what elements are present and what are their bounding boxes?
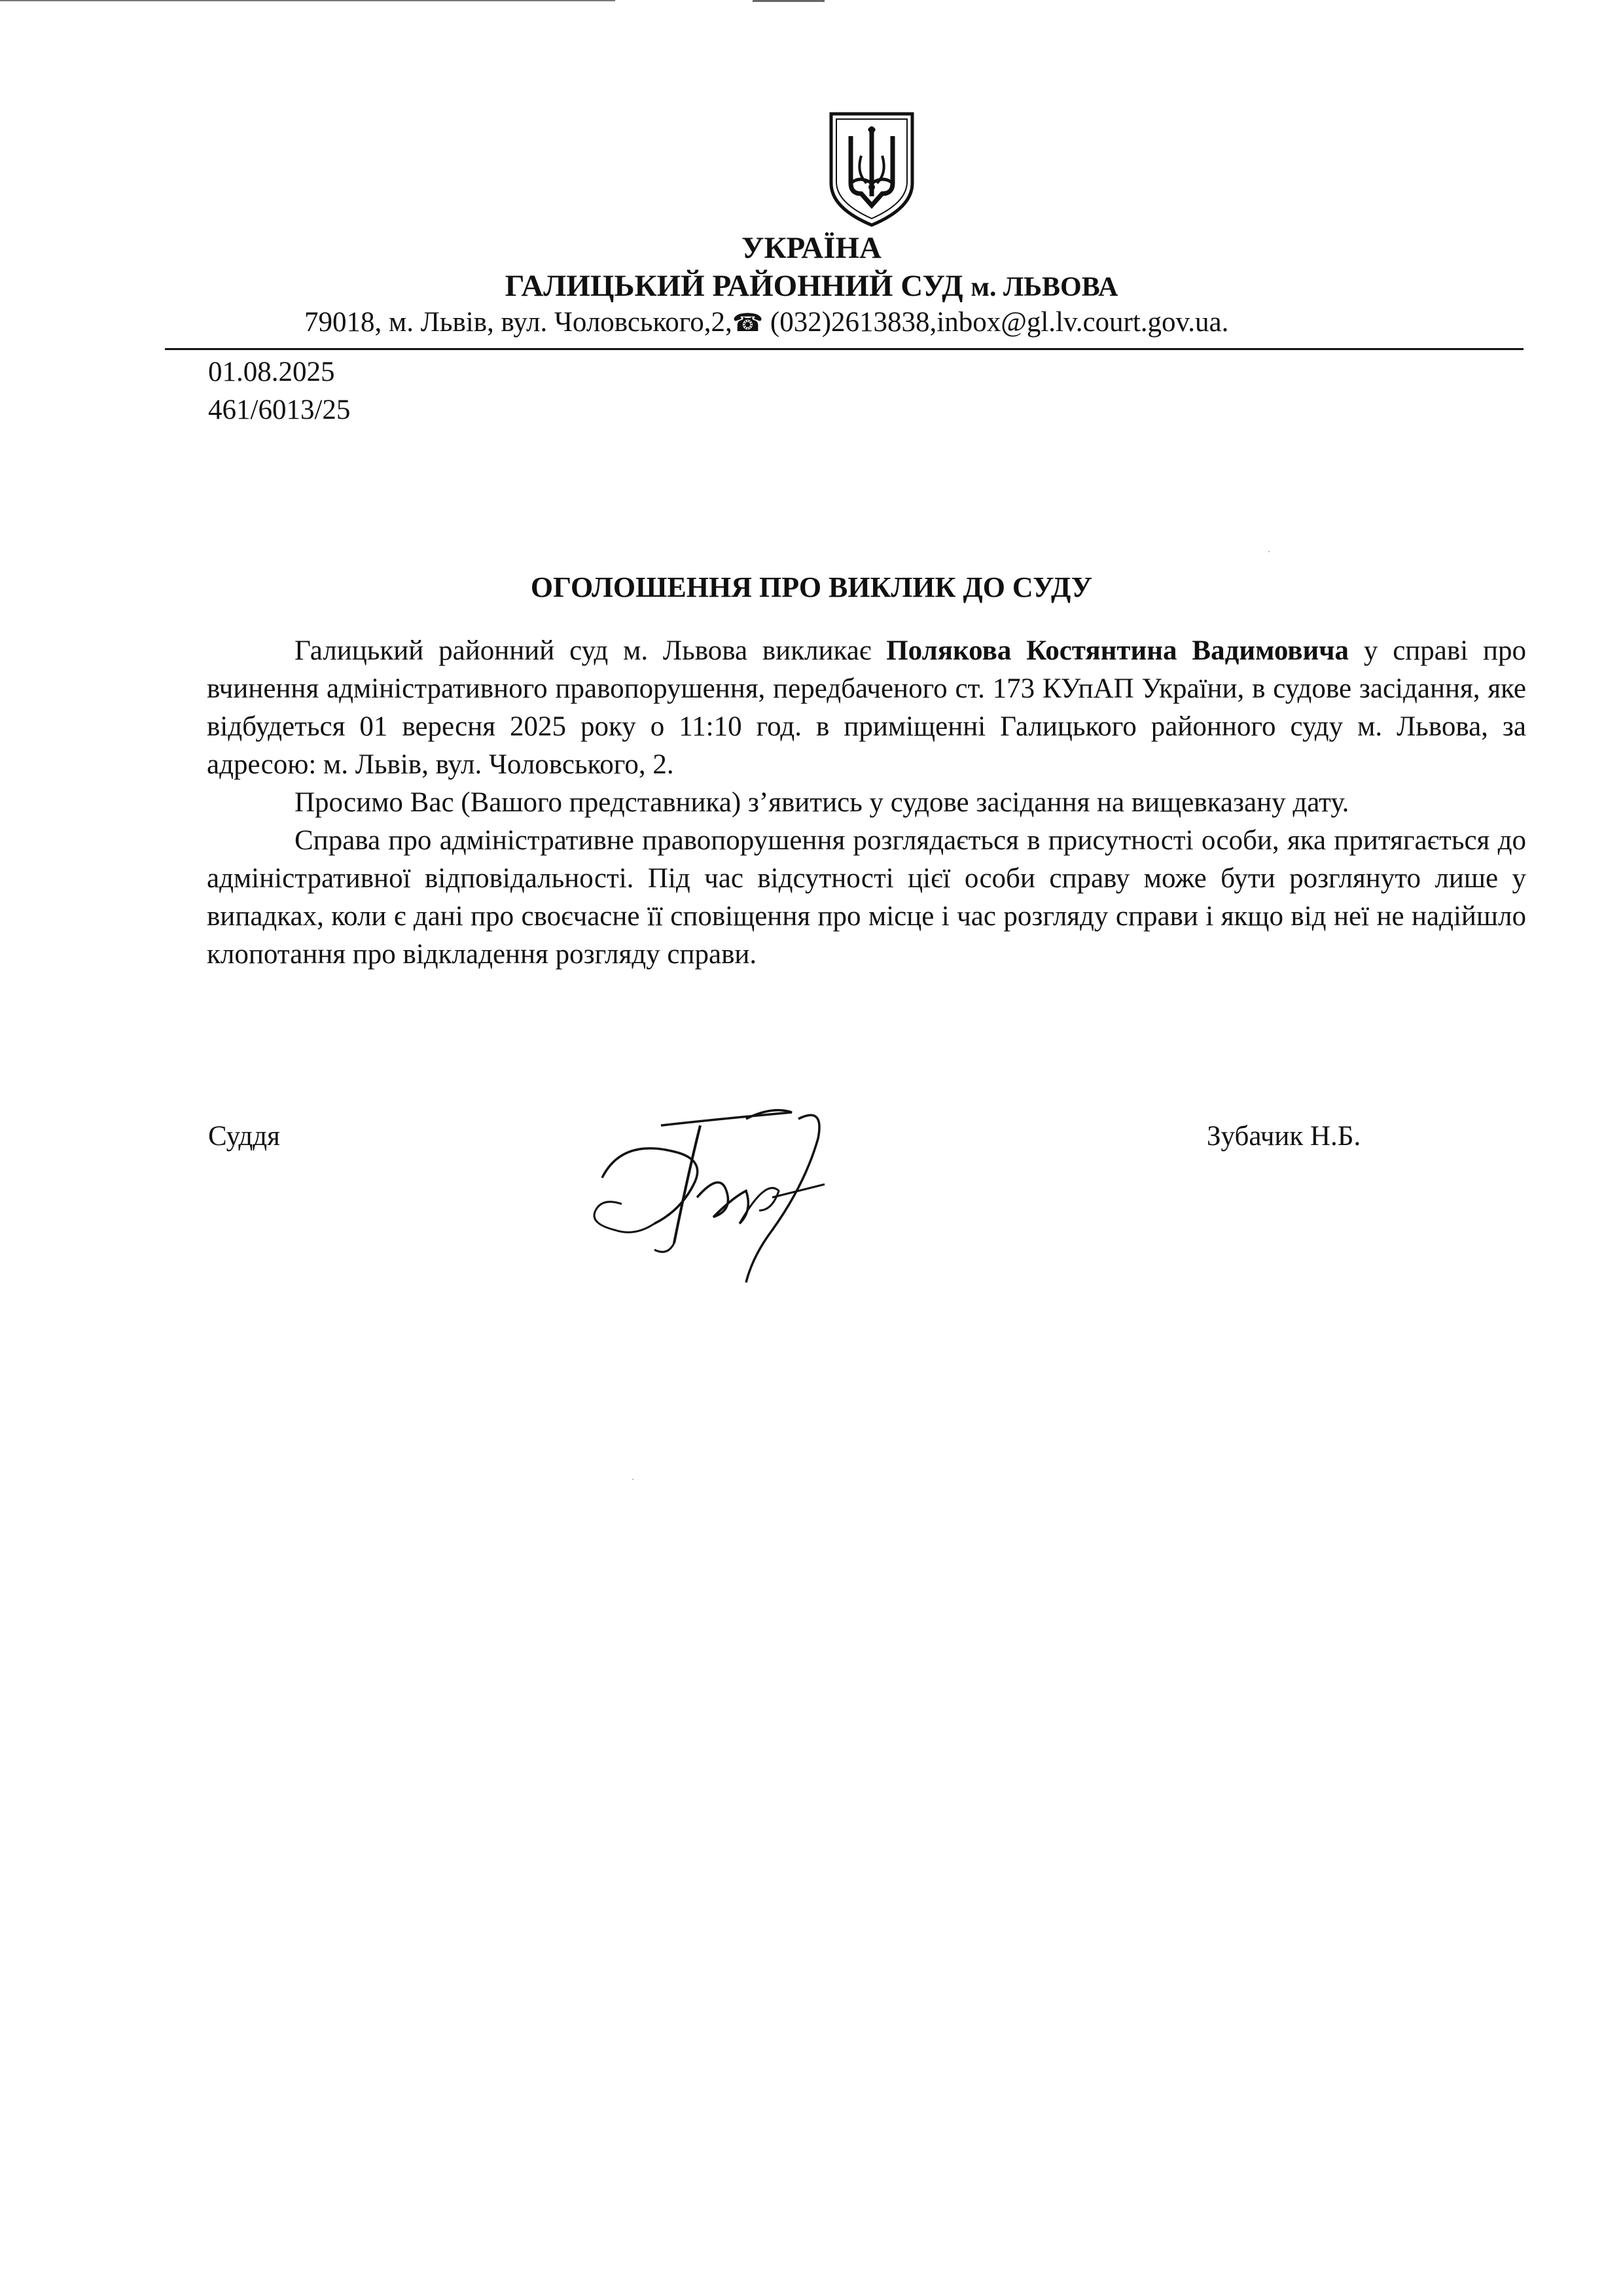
paragraph-request: Просимо Вас (Вашого представника) з’явитись у судове засідання на вищевказану дату. — [294, 787, 1349, 818]
court-city: м. ЛЬВОВА — [971, 272, 1118, 302]
document-date: 01.08.2025 — [208, 357, 335, 387]
scan-speck — [1268, 551, 1270, 552]
scan-edge-line — [0, 0, 615, 1]
summons-text-before: Галицький районний суд м. Львова викликає — [294, 635, 887, 666]
document-body — [207, 632, 1526, 974]
case-number: 461/6013/25 — [208, 395, 351, 425]
contacts-text: (032)2613838,inbox@gl.lv.court.gov.ua. — [763, 307, 1229, 338]
court-heading — [0, 268, 1623, 304]
handwritten-signature — [576, 1099, 870, 1296]
coat-of-arms-icon — [827, 110, 916, 229]
summons-text-after: у справі про вчинення адміністративного правопорушення, передбаченого ст. 173 КУпАП України, в судове засідання, яке відбудеться 01 вересня 2025 року о 11:10 год. в приміщенні Галицького районного суду м. Львова, за адресою: м. Львів, вул. Чоловського, 2. — [207, 635, 1526, 780]
address-text: 79018, м. Львів, вул. Чоловського,2, — [304, 307, 732, 338]
signer-name: Зубачик Н.Б. — [1207, 1121, 1361, 1152]
signer-role: Суддя — [208, 1121, 280, 1152]
summoned-person-name: Полякова Костянтина Вадимовича — [886, 635, 1349, 666]
paragraph-notice: Справа про адміністративне правопорушення розглядається в присутності особи, яка притягається до адміністративної відповідальності. Під час відсутності цієї особи справу може бути розглянуто лише у випадках, коли є дані про своєчасне її сповіщення про місце і час розгляду справи і якщо від неї не надійшло клопотання про відкладення розгляду справи. — [207, 825, 1526, 970]
scan-speck — [632, 1479, 633, 1480]
scan-edge-mark — [753, 0, 825, 2]
telephone-icon: ☎ — [732, 309, 764, 337]
document-title: ОГОЛОШЕННЯ ПРО ВИКЛИК ДО СУДУ — [530, 571, 1093, 603]
court-name: ГАЛИЦЬКИЙ РАЙОННИЙ СУД — [505, 269, 971, 303]
header-divider — [165, 348, 1524, 350]
court-address-line — [304, 306, 1228, 338]
paragraph-summons — [207, 632, 1526, 784]
country-heading: УКРАЇНА — [741, 231, 882, 265]
